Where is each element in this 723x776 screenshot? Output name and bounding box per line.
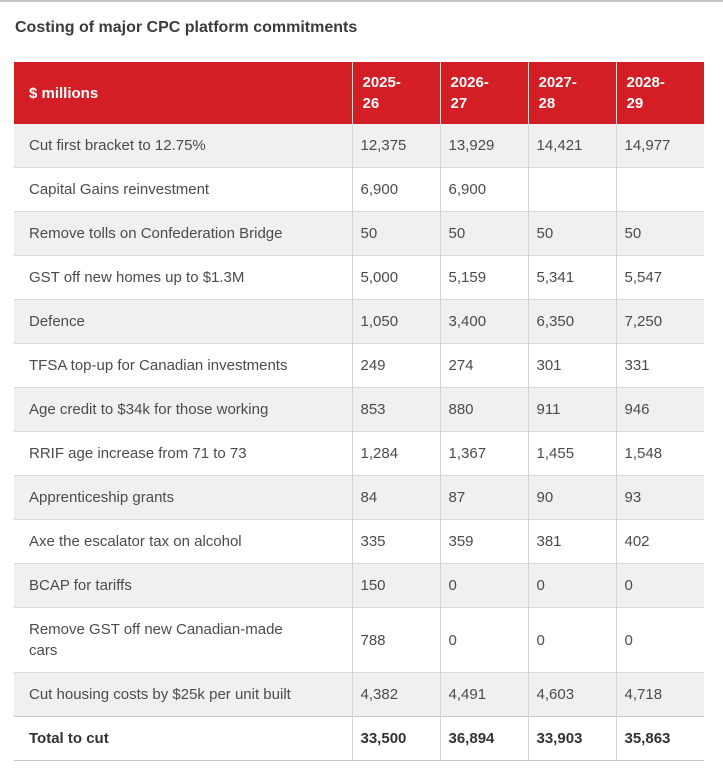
header-year-line: 26 xyxy=(362,95,380,112)
header-unit-label: $ millions xyxy=(14,62,352,124)
cell-value: 50 xyxy=(352,212,440,256)
cell-value: 335 xyxy=(352,520,440,564)
cell-value: 0 xyxy=(616,564,704,608)
row-label-text: Age credit to $34k for those working xyxy=(29,401,269,418)
header-year-2027-28 xyxy=(528,62,616,124)
cell-value xyxy=(528,168,616,212)
header-year-2026-27 xyxy=(440,62,528,124)
row-label xyxy=(14,717,352,761)
cell-value: 0 xyxy=(440,608,528,673)
table-body xyxy=(14,124,704,761)
cell-value: 301 xyxy=(528,344,616,388)
row-label-text: Total to cut xyxy=(29,730,109,747)
cell-value: 331 xyxy=(616,344,704,388)
table-row xyxy=(14,608,704,673)
cell-value: 1,455 xyxy=(528,432,616,476)
row-label-text: Cut housing costs by $25k per unit built xyxy=(29,686,291,703)
row-label-text: Remove tolls on Confederation Bridge xyxy=(29,225,283,242)
row-label-text: RRIF age increase from 71 to 73 xyxy=(29,445,247,462)
cell-value: 90 xyxy=(528,476,616,520)
table-row xyxy=(14,673,704,717)
cell-value: 0 xyxy=(616,608,704,673)
row-label xyxy=(14,344,352,388)
cell-value: 381 xyxy=(528,520,616,564)
row-label-text: Remove GST off new Canadian-made cars xyxy=(29,621,283,659)
cell-value: 5,000 xyxy=(352,256,440,300)
cell-value: 0 xyxy=(528,564,616,608)
row-label-text: Defence xyxy=(29,313,85,330)
row-label xyxy=(14,212,352,256)
row-label xyxy=(14,608,352,673)
row-label xyxy=(14,124,352,168)
header-year-line: 28 xyxy=(538,95,556,112)
table-row xyxy=(14,124,704,168)
header-row xyxy=(14,62,704,124)
cell-value: 35,863 xyxy=(616,717,704,761)
header-year-line: 2027- xyxy=(538,74,577,91)
row-label xyxy=(14,256,352,300)
row-label-text: Apprenticeship grants xyxy=(29,489,175,506)
cell-value: 87 xyxy=(440,476,528,520)
header-year-2025-26 xyxy=(352,62,440,124)
cell-value: 946 xyxy=(616,388,704,432)
cell-value: 359 xyxy=(440,520,528,564)
row-label-text: BCAP for tariffs xyxy=(29,577,132,594)
cell-value: 14,421 xyxy=(528,124,616,168)
header-year-2028-29 xyxy=(616,62,704,124)
table-row xyxy=(14,212,704,256)
cell-value: 3,400 xyxy=(440,300,528,344)
row-label xyxy=(14,673,352,717)
row-label-text: TFSA top-up for Canadian investments xyxy=(29,357,288,374)
costing-table xyxy=(14,62,704,761)
cell-value: 402 xyxy=(616,520,704,564)
cell-value: 6,350 xyxy=(528,300,616,344)
cell-value: 50 xyxy=(528,212,616,256)
table-row xyxy=(14,476,704,520)
header-year-line: 2025- xyxy=(362,74,401,91)
cell-value: 0 xyxy=(440,564,528,608)
cell-value: 274 xyxy=(440,344,528,388)
row-label xyxy=(14,564,352,608)
cell-value: 36,894 xyxy=(440,717,528,761)
row-label xyxy=(14,520,352,564)
row-label xyxy=(14,168,352,212)
cell-value xyxy=(616,168,704,212)
table-row xyxy=(14,300,704,344)
cell-value: 5,159 xyxy=(440,256,528,300)
cell-value: 1,284 xyxy=(352,432,440,476)
cell-value: 84 xyxy=(352,476,440,520)
cell-value: 1,050 xyxy=(352,300,440,344)
row-label xyxy=(14,432,352,476)
cell-value: 4,382 xyxy=(352,673,440,717)
table-row xyxy=(14,344,704,388)
row-label-text: GST off new homes up to $1.3M xyxy=(29,269,245,286)
cell-value: 1,367 xyxy=(440,432,528,476)
cell-value: 880 xyxy=(440,388,528,432)
cell-value: 788 xyxy=(352,608,440,673)
cell-value: 1,548 xyxy=(616,432,704,476)
cell-value: 4,603 xyxy=(528,673,616,717)
top-border-rule xyxy=(0,0,723,2)
row-label xyxy=(14,476,352,520)
row-label xyxy=(14,388,352,432)
header-year-line: 2026- xyxy=(450,74,489,91)
table-row xyxy=(14,432,704,476)
cell-value: 50 xyxy=(440,212,528,256)
cell-value: 14,977 xyxy=(616,124,704,168)
cell-value: 50 xyxy=(616,212,704,256)
row-label xyxy=(14,300,352,344)
cell-value: 7,250 xyxy=(616,300,704,344)
cell-value: 5,547 xyxy=(616,256,704,300)
cell-value: 5,341 xyxy=(528,256,616,300)
header-year-line: 27 xyxy=(450,95,468,112)
header-year-line: 2028- xyxy=(626,74,665,91)
cell-value: 150 xyxy=(352,564,440,608)
table-row xyxy=(14,256,704,300)
table-row xyxy=(14,717,704,761)
table-title: Costing of major CPC platform commitments xyxy=(15,19,358,36)
cell-value: 93 xyxy=(616,476,704,520)
cell-value: 911 xyxy=(528,388,616,432)
cell-value: 4,491 xyxy=(440,673,528,717)
table-row xyxy=(14,168,704,212)
cell-value: 33,500 xyxy=(352,717,440,761)
table-row xyxy=(14,388,704,432)
cell-value: 249 xyxy=(352,344,440,388)
row-label-text: Cut first bracket to 12.75% xyxy=(29,137,206,154)
cell-value: 6,900 xyxy=(440,168,528,212)
cell-value: 6,900 xyxy=(352,168,440,212)
cell-value: 4,718 xyxy=(616,673,704,717)
row-label-text: Axe the escalator tax on alcohol xyxy=(29,533,242,550)
cell-value: 853 xyxy=(352,388,440,432)
cell-value: 33,903 xyxy=(528,717,616,761)
header-year-line: 29 xyxy=(626,95,644,112)
cell-value: 0 xyxy=(528,608,616,673)
table-row xyxy=(14,520,704,564)
cell-value: 12,375 xyxy=(352,124,440,168)
table-row xyxy=(14,564,704,608)
row-label-text: Capital Gains reinvestment xyxy=(29,181,210,198)
cell-value: 13,929 xyxy=(440,124,528,168)
